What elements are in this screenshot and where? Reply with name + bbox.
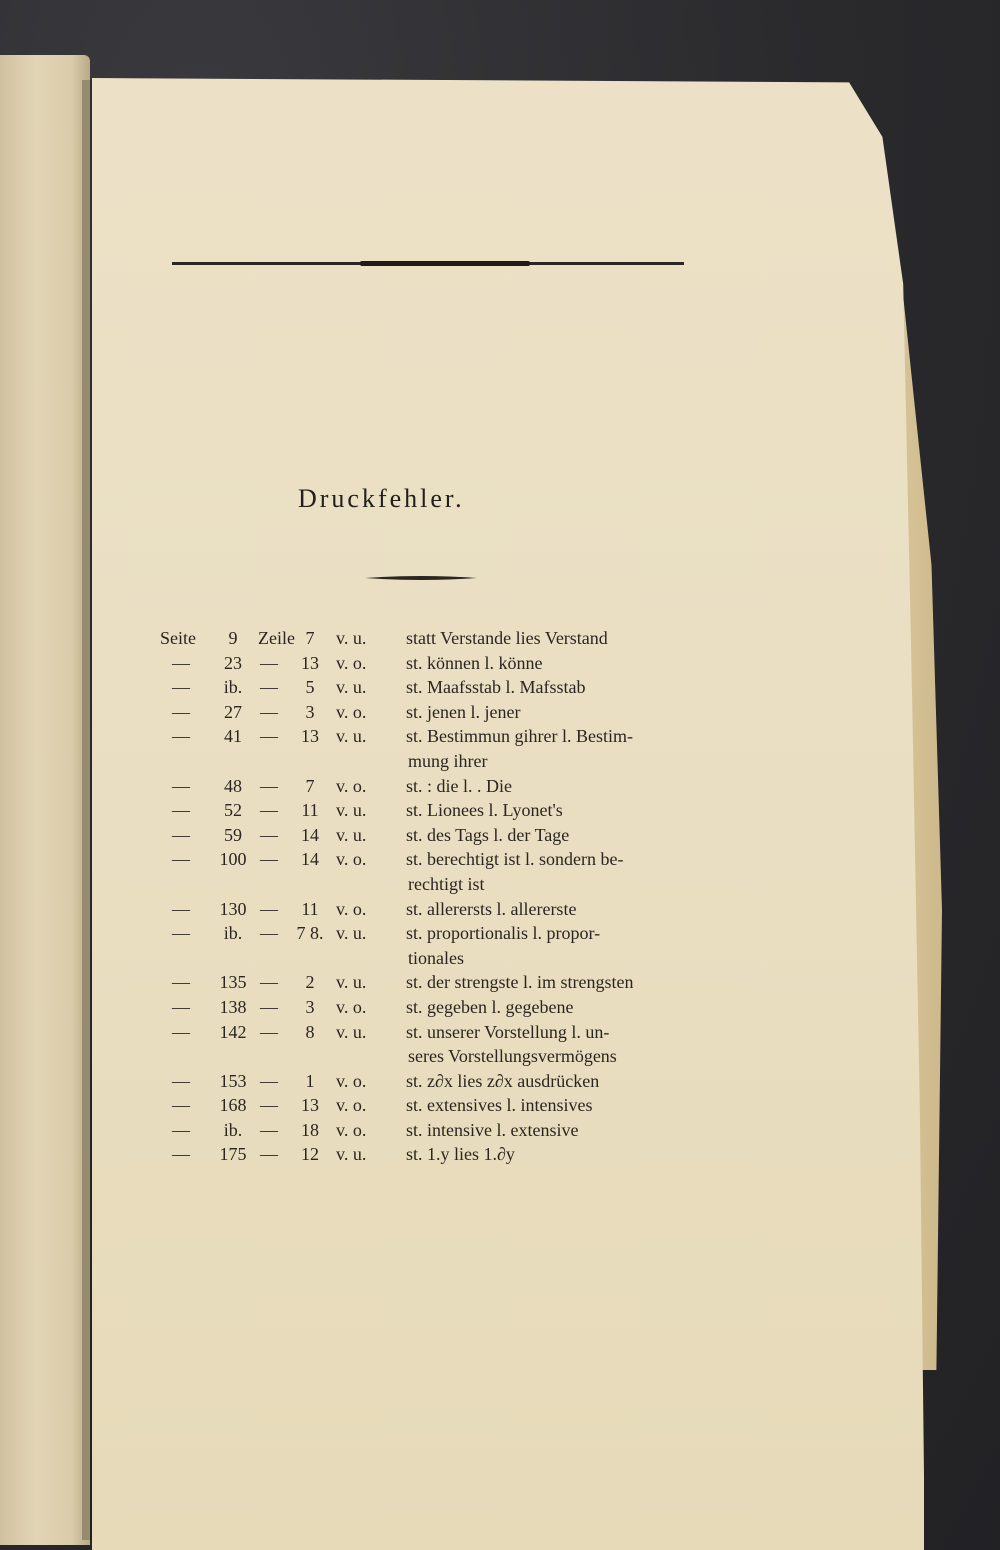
errata-line: 13 — [301, 726, 319, 747]
errata-row — [160, 849, 700, 874]
errata-page: 168 — [219, 1095, 247, 1116]
errata-direction: v. o. — [336, 652, 367, 673]
errata-correction-continued: rechtigt ist — [408, 873, 485, 894]
errata-prefix: — — [172, 824, 190, 845]
errata-direction: v. u. — [336, 677, 367, 698]
errata-row — [160, 677, 700, 702]
errata-direction: v. o. — [336, 849, 367, 870]
errata-page: 59 — [224, 824, 242, 845]
errata-row — [160, 702, 700, 727]
errata-row — [160, 923, 700, 948]
errata-prefix: — — [172, 1144, 190, 1165]
errata-line: 7 — [305, 628, 315, 648]
errata-row — [160, 628, 700, 653]
errata-row-continuation — [160, 751, 700, 776]
errata-prefix: — — [172, 1021, 190, 1042]
errata-correction: st. unserer Vorstellung l. un- — [406, 1021, 610, 1042]
errata-row — [160, 1022, 700, 1047]
errata-line-label: Zeile — [258, 628, 295, 648]
title-ornament — [365, 575, 477, 581]
errata-direction: v. o. — [336, 898, 367, 919]
errata-row — [160, 997, 700, 1022]
errata-correction: st. Maafsstab l. Mafsstab — [406, 677, 586, 698]
errata-line: 3 — [305, 996, 315, 1017]
errata-prefix: — — [172, 898, 190, 919]
errata-page: 130 — [219, 898, 247, 919]
errata-direction: v. u. — [336, 972, 367, 993]
errata-line: 18 — [301, 1119, 319, 1140]
errata-correction: st. Lionees l. Lyonet's — [406, 800, 563, 821]
errata-row — [160, 972, 700, 997]
errata-page: 48 — [224, 775, 242, 796]
errata-page: 23 — [224, 652, 242, 673]
errata-page: 27 — [224, 701, 242, 722]
errata-line-label: — — [260, 1021, 278, 1042]
errata-line: 14 — [301, 824, 319, 845]
errata-line-label: — — [260, 1095, 278, 1116]
errata-page: ib. — [223, 1119, 243, 1140]
errata-direction: v. u. — [336, 1021, 367, 1042]
errata-prefix: — — [172, 972, 190, 993]
errata-direction: v. o. — [336, 775, 367, 796]
errata-prefix: — — [172, 923, 190, 944]
errata-line-label: — — [260, 1144, 278, 1165]
errata-row — [160, 726, 700, 751]
errata-page: ib. — [223, 923, 243, 944]
errata-correction: st. gegeben l. gegebene — [406, 996, 574, 1017]
errata-direction: v. u. — [336, 726, 367, 747]
errata-correction: st. der strengste l. im strengsten — [406, 972, 634, 993]
errata-row-continuation — [160, 1046, 700, 1071]
errata-prefix: — — [172, 701, 190, 722]
errata-direction: v. u. — [336, 1144, 367, 1165]
errata-row — [160, 899, 700, 924]
errata-page: 138 — [219, 996, 247, 1017]
errata-line: 3 — [305, 701, 315, 722]
errata-line-label: — — [260, 1070, 278, 1091]
errata-direction: v. u. — [336, 824, 367, 845]
errata-line: 7 8. — [296, 923, 324, 944]
errata-prefix: — — [172, 1070, 190, 1091]
errata-page: 153 — [219, 1070, 247, 1091]
errata-correction-continued: seres Vorstellungsvermögens — [408, 1046, 617, 1067]
errata-direction: v. u. — [336, 923, 367, 944]
errata-line-label: — — [260, 996, 278, 1017]
errata-correction: st. des Tags l. der Tage — [406, 824, 570, 845]
errata-page: 52 — [224, 800, 242, 821]
errata-correction: statt Verstande lies Verstand — [406, 628, 608, 648]
errata-line: 7 — [305, 775, 315, 796]
errata-direction: v. o. — [336, 1070, 367, 1091]
errata-direction: v. u. — [336, 628, 367, 648]
errata-line: 11 — [301, 800, 319, 821]
errata-line: 8 — [305, 1021, 315, 1042]
errata-prefix: — — [172, 775, 190, 796]
errata-row — [160, 825, 700, 850]
errata-line-label: — — [260, 824, 278, 845]
errata-line-label: — — [260, 972, 278, 993]
errata-line: 12 — [301, 1144, 319, 1165]
facing-page — [0, 55, 90, 1545]
errata-prefix: — — [172, 652, 190, 673]
errata-line: 13 — [301, 1095, 319, 1116]
errata-correction: st. intensive l. extensive — [406, 1119, 579, 1140]
errata-line: 1 — [305, 1070, 315, 1091]
errata-line-label: — — [260, 1119, 278, 1140]
errata-line-label: — — [260, 677, 278, 698]
errata-row — [160, 800, 700, 825]
errata-correction: st. proportionalis l. propor- — [406, 923, 601, 944]
errata-correction: st. 1.y lies 1.∂y — [406, 1144, 515, 1165]
errata-prefix: — — [172, 996, 190, 1017]
errata-prefix: — — [172, 1095, 190, 1116]
errata-page: 175 — [219, 1144, 247, 1165]
errata-list — [160, 628, 700, 1169]
errata-line-label: — — [260, 849, 278, 870]
errata-correction: st. Bestimmun gihrer l. Bestim- — [406, 726, 633, 747]
errata-direction: v. o. — [336, 996, 367, 1017]
errata-line-label: — — [260, 800, 278, 821]
errata-row — [160, 1144, 700, 1169]
errata-row-continuation — [160, 948, 700, 973]
errata-prefix: Seite — [160, 628, 196, 648]
errata-line: 2 — [305, 972, 315, 993]
errata-correction-continued: tionales — [408, 947, 464, 968]
page-title: Druckfehler. — [298, 484, 465, 513]
errata-row — [160, 1071, 700, 1096]
errata-line-label: — — [260, 701, 278, 722]
errata-direction: v. o. — [336, 1119, 367, 1140]
errata-prefix: — — [172, 849, 190, 870]
errata-row — [160, 1095, 700, 1120]
errata-page: ib. — [223, 677, 243, 698]
errata-line: 11 — [301, 898, 319, 919]
errata-row — [160, 776, 700, 801]
errata-line: 5 — [305, 677, 315, 698]
errata-row — [160, 1120, 700, 1145]
errata-row — [160, 653, 700, 678]
errata-correction-continued: mung ihrer — [408, 750, 488, 771]
errata-correction: st. jenen l. jener — [406, 701, 521, 722]
errata-line-label: — — [260, 898, 278, 919]
errata-direction: v. o. — [336, 701, 367, 722]
errata-prefix: — — [172, 726, 190, 747]
errata-correction: st. berechtigt ist l. sondern be- — [406, 849, 624, 870]
errata-correction: st. : die l. . Die — [406, 775, 512, 796]
errata-line-label: — — [260, 652, 278, 673]
errata-line: 14 — [301, 849, 319, 870]
errata-page: 9 — [228, 628, 238, 648]
top-rule-accent — [360, 261, 530, 266]
errata-row-continuation — [160, 874, 700, 899]
errata-correction: st. extensives l. intensives — [406, 1095, 593, 1116]
errata-line-label: — — [260, 726, 278, 747]
errata-direction: v. u. — [336, 800, 367, 821]
errata-line-label: — — [260, 775, 278, 796]
errata-correction: st. können l. könne — [406, 652, 543, 673]
errata-correction: st. allerersts l. allererste — [406, 898, 577, 919]
errata-prefix: — — [172, 1119, 190, 1140]
errata-correction: st. z∂x lies z∂x ausdrücken — [406, 1070, 600, 1091]
errata-line-label: — — [260, 923, 278, 944]
errata-page: 41 — [224, 726, 242, 747]
errata-page: 142 — [219, 1021, 247, 1042]
errata-page: 100 — [219, 849, 247, 870]
errata-direction: v. o. — [336, 1095, 367, 1116]
errata-line: 13 — [301, 652, 319, 673]
errata-prefix: — — [172, 677, 190, 698]
errata-prefix: — — [172, 800, 190, 821]
errata-page: 135 — [219, 972, 247, 993]
